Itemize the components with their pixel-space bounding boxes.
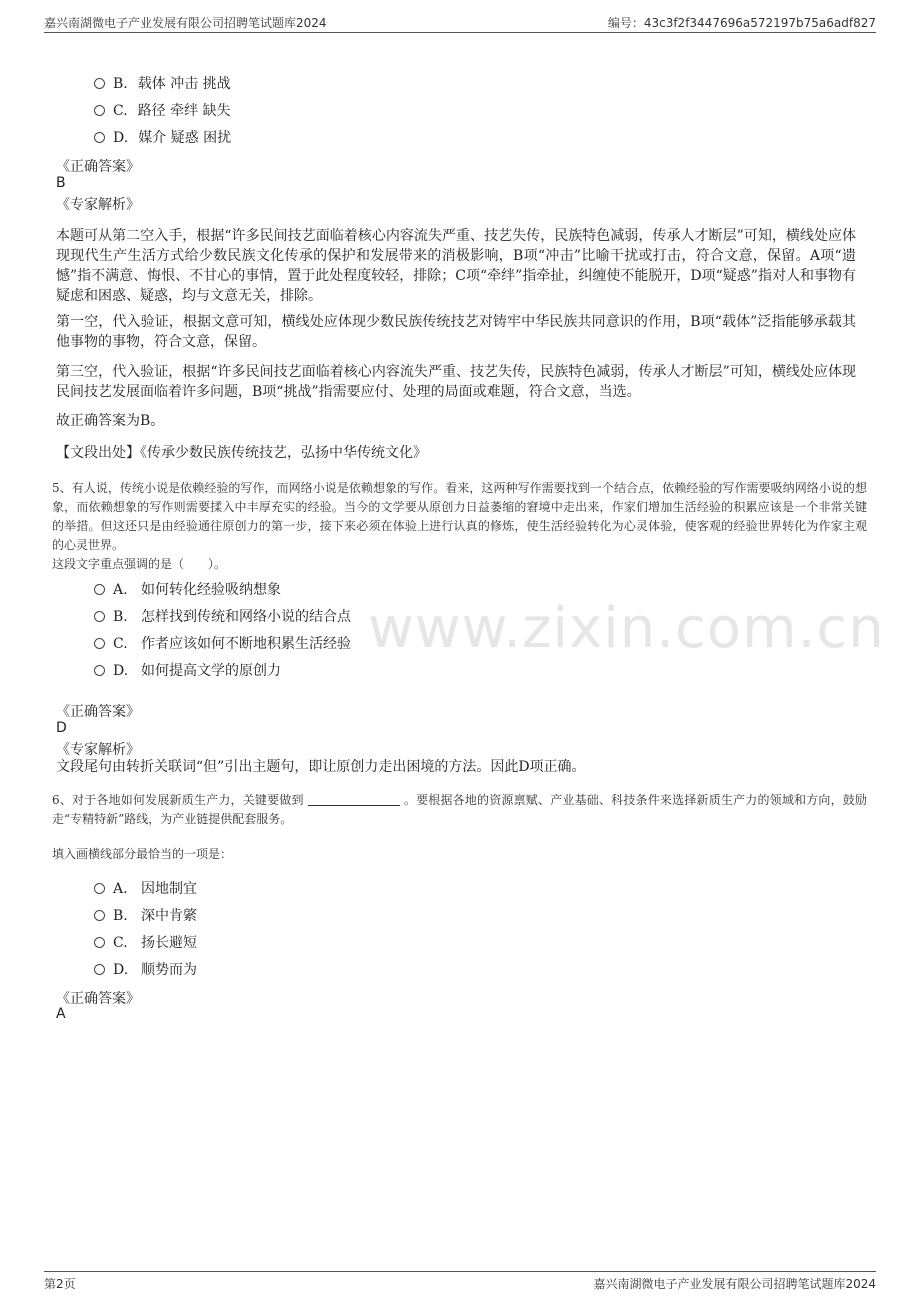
header-title: 嘉兴南湖微电子产业发展有限公司招聘笔试题库2024 — [44, 16, 327, 30]
q6-option-d[interactable]: D. 顺势而为 — [94, 959, 197, 979]
q4-analysis-label: 《专家解析》 — [56, 197, 140, 213]
radio-button-icon[interactable] — [94, 910, 105, 921]
q4-analysis-p3: 第三空，代入验证，根据“许多民间技艺面临着核心内容流失严重、技艺失传，民族特色减弱，传承人才断层”可知，横线处应体现民间技艺发展面临着许多问题，B项“挑战”指需要应付、处理的局面或难题，符合文意，当选。 — [56, 364, 856, 400]
q5-answer: D — [56, 720, 67, 736]
q6-stem-before: 6、对于各地如何发展新质生产力，关键要做到 — [52, 793, 304, 807]
radio-button-icon[interactable] — [94, 611, 105, 622]
q6-option-b[interactable]: B. 深中肯綮 — [94, 905, 197, 925]
radio-button-icon[interactable] — [94, 105, 105, 116]
q6-answer: A — [56, 1006, 66, 1022]
radio-button-icon[interactable] — [94, 964, 105, 975]
radio-button-icon[interactable] — [94, 132, 105, 143]
radio-button-icon[interactable] — [94, 638, 105, 649]
q6-answer-label: 《正确答案》 — [56, 991, 140, 1007]
q4-answer-label: 《正确答案》 — [56, 159, 140, 175]
q5-option-c[interactable]: C. 作者应该如何不断地积累生活经验 — [94, 633, 351, 653]
page-number: 第2页 — [44, 1277, 76, 1291]
q4-source: 【文段出处】《传承少数民族传统技艺，弘扬中华传统文化》 — [56, 445, 427, 461]
q4-analysis-conclusion: 故正确答案为B。 — [56, 413, 165, 429]
q5-analysis-label: 《专家解析》 — [56, 742, 140, 758]
q5-option-b[interactable]: B. 怎样找到传统和网络小说的结合点 — [94, 606, 351, 626]
q6-option-a[interactable]: A. 因地制宜 — [94, 878, 197, 898]
q4-analysis-p1: 本题可从第二空入手，根据“许多民间技艺面临着核心内容流失严重、技艺失传，民族特色减弱，传承人才断层”可知，横线处应体现现代生产生活方式给少数民族文化传承的保护和发展带来的消极影响，B项“冲击”比喻干扰或打击，符合文意，保留。A项“遗憾”指不满意、悔恨、不甘心的事情，置于此处程度较轻，排除；C项“牵绊”指牵扯，纠缠使不能脱开，D项“疑惑”指对人和事物有疑虑和困惑、疑惑，均与文意无关，排除。 — [56, 228, 856, 304]
q6-option-c[interactable]: C. 扬长避短 — [94, 932, 197, 952]
footer-title: 嘉兴南湖微电子产业发展有限公司招聘笔试题库2024 — [593, 1277, 876, 1291]
q4-analysis-p2: 第一空，代入验证，根据文意可知，横线处应体现少数民族传统技艺对铸牢中华民族共同意识的作用，B项“载体”泛指能够承载其他事物的事物，符合文意，保留。 — [56, 314, 856, 350]
header-doc-number: 编号：43c3f2f3447696a572197b75a6adf827 — [607, 16, 876, 30]
radio-button-icon[interactable] — [94, 665, 105, 676]
q4-answer: B — [56, 175, 66, 191]
q6-stem — [52, 791, 867, 829]
page-header — [44, 12, 876, 33]
q5-prompt: 这段文字重点强调的是（ ）。 — [52, 557, 227, 571]
radio-button-icon[interactable] — [94, 937, 105, 948]
q4-option-b[interactable]: B. 载体 冲击 挑战 — [94, 73, 231, 93]
q5-answer-label: 《正确答案》 — [56, 704, 140, 720]
q6-stem-after: 。要根据各地的资源禀赋、产业基础、科技条件来选择新质生产力的领域和方向，鼓励走“专精特新”路线，为产业链提供配套服务。 — [52, 793, 867, 826]
radio-button-icon[interactable] — [94, 883, 105, 894]
q5-stem: 5、有人说，传统小说是依赖经验的写作，而网络小说是依赖想象的写作。看来，这两种写作需要找到一个结合点，依赖经验的写作需要吸纳网络小说的想象，而依赖想象的写作则需要揉入中丰厚充实的经验。当今的文学要从原创力日益萎缩的窘境中走出来，作家们增加生活经验的积累应该是一个非常关键的举措。但这还只是由经验通往原创力的第一步，接下来必须在体验上进行认真的修炼，使生活经验转化为心灵体验，使客观的经验世界转化为作家主观的心灵世界。 — [52, 481, 867, 552]
q4-option-c[interactable]: C. 路径 牵绊 缺失 — [94, 100, 231, 120]
q5-option-d[interactable]: D. 如何提高文学的原创力 — [94, 660, 281, 680]
watermark: www.zixin.com.cn — [368, 596, 885, 661]
fill-in-blank — [308, 793, 400, 806]
q5-option-a[interactable]: A. 如何转化经验吸纳想象 — [94, 579, 281, 599]
radio-button-icon[interactable] — [94, 78, 105, 89]
radio-button-icon[interactable] — [94, 584, 105, 595]
q4-option-d[interactable]: D. 媒介 疑惑 困扰 — [94, 127, 231, 147]
q5-analysis: 文段尾句由转折关联词“但”引出主题句，即让原创力走出困境的方法。因此D项正确。 — [56, 759, 586, 775]
page-footer — [44, 1271, 876, 1294]
q6-prompt: 填入画横线部分最恰当的一项是： — [52, 847, 233, 861]
